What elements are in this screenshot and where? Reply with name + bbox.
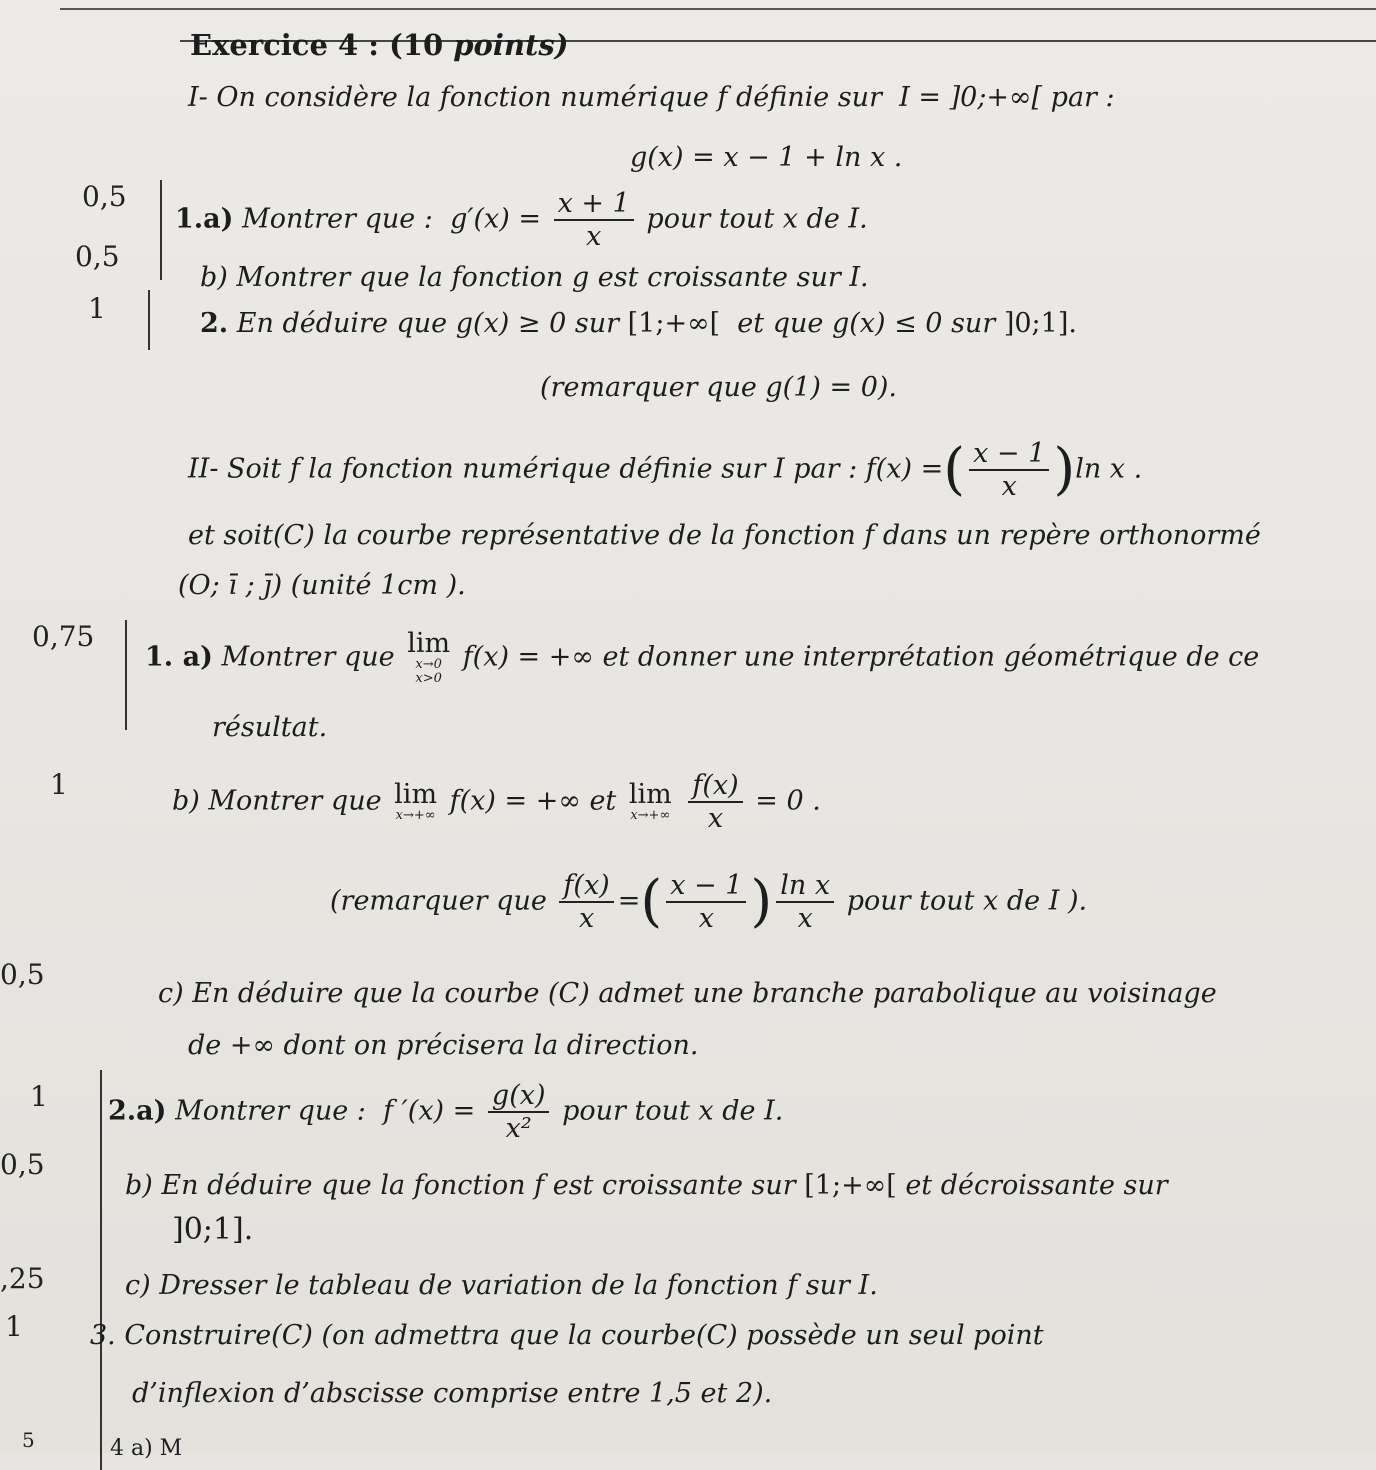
margin-separator — [148, 290, 150, 350]
points-q1b: 0,5 — [75, 240, 120, 273]
part2-q2b-line1: b) En déduire que la fonction f est croissante sur [1;+∞[ et décroissante sur — [125, 1170, 1168, 1201]
top-border-line — [60, 8, 1376, 10]
part1-q1b: b) Montrer que la fonction g est croissante sur I. — [200, 262, 869, 293]
limit-operator: lim x→+∞ — [394, 779, 438, 824]
f-fraction: $\frac{x - 1}{x}$ — [969, 438, 1049, 502]
points-ii-q2b: 0,5 — [0, 1148, 45, 1181]
part1-remark: (remarquer que g(1) = 0). — [540, 372, 898, 403]
part2-q3-line2: d’inflexion d’abscisse comprise entre 1,5 et 2). — [132, 1378, 773, 1409]
part2-q1a: 1. a) Montrer que lim x→0 x>0 f(x) = +∞ et donner une interprétation géométrique de ce — [145, 628, 1260, 686]
part2-q3-line1: 3. Construire(C) (on admettra que la courbe(C) possède un seul point — [90, 1320, 1044, 1351]
part1-q1a: 1.a) Montrer que : g′(x) = $\frac{x + 1}{x}$ pour tout x de I. — [175, 188, 868, 253]
part2-q1b: b) Montrer que lim x→+∞ f(x) = +∞ et lim x→+∞ $\frac{f(x)}{x}$ = 0 . — [172, 770, 821, 835]
part2-q1a-cont: résultat. — [212, 712, 328, 743]
limit-operator: lim x→0 x>0 — [407, 628, 451, 686]
curve-definition: et soit(C) la courbe représentative de la fonction f dans un repère orthonormé — [188, 520, 1261, 551]
part2-q1c-line2: de +∞ dont on précisera la direction. — [188, 1030, 699, 1061]
fx-over-x-fraction: $\frac{f(x)}{x}$ — [688, 770, 742, 834]
remark-fraction-2: $\frac{x - 1}{x}$ — [666, 870, 746, 934]
part2-q1c-line1: c) En déduire que la courbe (C) admet une branche parabolique au voisinage — [158, 978, 1217, 1009]
exercise-title: Exercice 4 : (10 points) — [190, 28, 569, 62]
margin-separator — [100, 1070, 102, 1470]
part1-intro: I- On considère la fonction numérique f définie sur I = ]0;+∞[ par : — [188, 82, 1115, 113]
remark-fraction-1: $\frac{f(x)}{x}$ — [559, 870, 613, 934]
limit-operator: lim x→+∞ — [628, 779, 672, 824]
f-prime-fraction: $\frac{g(x)}{\text{x²}}$ — [488, 1080, 550, 1144]
margin-separator — [160, 180, 162, 280]
part2-q2c: c) Dresser le tableau de variation de la fonction f sur I. — [125, 1270, 878, 1301]
cut-off-text: 4 a) M — [110, 1436, 183, 1461]
points-ii-q2a: 1 — [30, 1080, 48, 1113]
margin-separator — [125, 620, 127, 730]
remark-fraction-3: $\frac{\text{ln x}}{x}$ — [776, 870, 834, 934]
part2-q1b-remark: (remarquer que $\frac{f(x)}{x}$ =( $\frac{x - 1}{x}$ ) $\frac{\text{ln x}}{x}$ pour tout x de I ). — [330, 869, 1088, 935]
points-ii-q1a: 0,75 — [32, 620, 95, 653]
g-prime-fraction: $\frac{x + 1}{x}$ — [554, 188, 634, 252]
points-q1a: 0,5 — [82, 180, 127, 213]
points-cut: 5 — [22, 1428, 35, 1452]
part2-q2a: 2.a) Montrer que : f ′(x) = $\frac{g(x)}{\text{x²}}$ pour tout x de I. — [108, 1080, 784, 1145]
part2-q2b-line2: ]0;1]. — [172, 1212, 254, 1247]
points-ii-q2c: ,25 — [0, 1262, 45, 1295]
points-ii-q1c: 0,5 — [0, 958, 45, 991]
frame-line: (O; ī ; j̄) (unité 1cm ). — [178, 570, 466, 601]
g-definition: g(x) = x − 1 + ln x . — [630, 142, 903, 173]
points-ii-q3: 1 — [5, 1310, 23, 1343]
part1-q2: 2. En déduire que g(x) ≥ 0 sur [1;+∞[ et que g(x) ≤ 0 sur ]0;1]. — [200, 308, 1077, 339]
points-q2: 1 — [88, 292, 106, 325]
points-ii-q1b: 1 — [50, 768, 68, 801]
part2-intro: II- Soit f la fonction numérique définie sur I par : f(x) =( $\frac{x - 1}{x}$ )ln x . — [188, 437, 1143, 503]
